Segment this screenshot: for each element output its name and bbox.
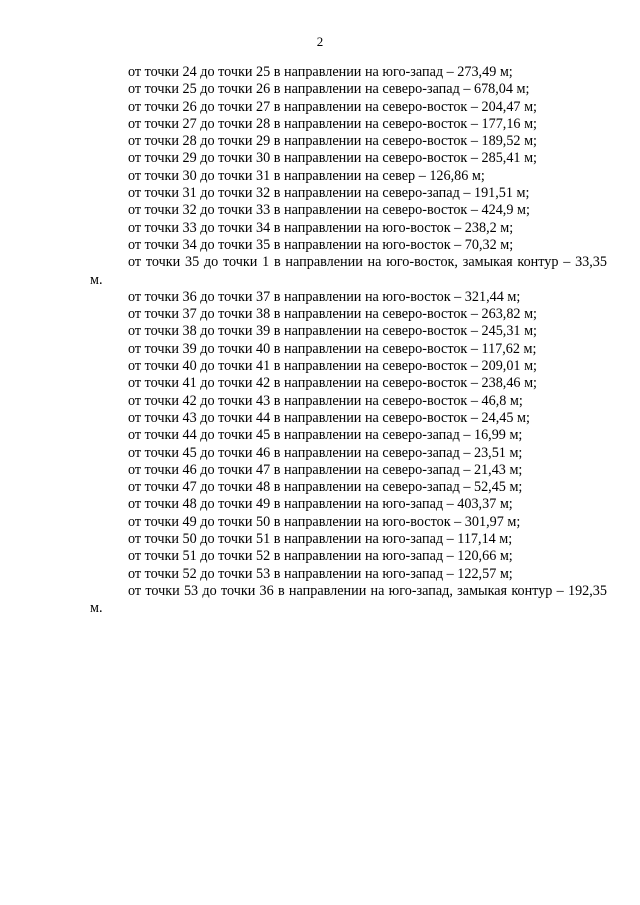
boundary-segment-line: от точки 47 до точки 48 в направлении на северо-запад – 52,45 м; <box>128 479 523 496</box>
boundary-segment-line: от точки 48 до точки 49 в направлении на юго-запад – 403,37 м; <box>128 496 513 513</box>
boundary-segment-line: от точки 36 до точки 37 в направлении на юго-восток – 321,44 м; <box>128 288 521 305</box>
boundary-segment-line: от точки 42 до точки 43 в направлении на северо-восток – 46,8 м; <box>128 392 523 409</box>
boundary-segment-line: от точки 33 до точки 34 в направлении на юго-восток – 238,2 м; <box>128 219 514 236</box>
boundary-segment-line: от точки 51 до точки 52 в направлении на юго-запад – 120,66 м; <box>128 548 513 565</box>
boundary-segment-line: от точки 24 до точки 25 в направлении на юго-запад – 273,49 м; <box>128 64 513 80</box>
boundary-segment-line: от точки 46 до точки 47 в направлении на северо-запад – 21,43 м; <box>128 461 523 478</box>
boundary-segment-line: от точки 25 до точки 26 в направлении на северо-запад – 678,04 м; <box>128 81 530 98</box>
boundary-segment-line: от точки 29 до точки 30 в направлении на северо-восток – 285,41 м; <box>128 150 537 167</box>
boundary-segment-line: от точки 37 до точки 38 в направлении на северо-восток – 263,82 м; <box>128 306 537 323</box>
boundary-segment-line: от точки 26 до точки 27 в направлении на северо-восток – 204,47 м; <box>128 98 537 115</box>
boundary-description <box>90 64 607 618</box>
boundary-segment-line: от точки 45 до точки 46 в направлении на северо-запад – 23,51 м; <box>128 444 523 461</box>
boundary-segment-line: от точки 49 до точки 50 в направлении на юго-восток – 301,97 м; <box>128 513 521 530</box>
closing-segment-paragraph: от точки 53 до точки 36 в направлении на юго-запад, замыкая контур – 192,35 м. <box>90 582 607 617</box>
boundary-segment-line: от точки 43 до точки 44 в направлении на северо-восток – 24,45 м; <box>128 409 530 426</box>
boundary-segment-line: от точки 50 до точки 51 в направлении на юго-запад – 117,14 м; <box>128 531 513 548</box>
boundary-segment-line: от точки 34 до точки 35 в направлении на юго-восток – 70,32 м; <box>128 236 514 253</box>
boundary-segment-line: от точки 41 до точки 42 в направлении на северо-восток – 238,46 м; <box>128 375 537 392</box>
boundary-segment-line: от точки 28 до точки 29 в направлении на северо-восток – 189,52 м; <box>128 133 537 150</box>
page-number: 2 <box>316 34 324 49</box>
boundary-segment-line: от точки 30 до точки 31 в направлении на север – 126,86 м; <box>128 167 485 184</box>
boundary-segment-line: от точки 27 до точки 28 в направлении на северо-восток – 177,16 м; <box>128 115 537 132</box>
boundary-segment-line: от точки 52 до точки 53 в направлении на юго-запад – 122,57 м; <box>128 565 513 582</box>
boundary-segment-line: от точки 38 до точки 39 в направлении на северо-восток – 245,31 м; <box>128 323 537 340</box>
boundary-list-contour-2 <box>90 289 607 583</box>
boundary-segment-line: от точки 32 до точки 33 в направлении на северо-восток – 424,9 м; <box>128 202 530 219</box>
boundary-segment-line: от точки 39 до точки 40 в направлении на северо-восток – 117,62 м; <box>128 340 537 357</box>
boundary-segment-line: от точки 40 до точки 41 в направлении на северо-восток – 209,01 м; <box>128 358 537 375</box>
closing-segment-paragraph: от точки 35 до точки 1 в направлении на юго-восток, замыкая контур – 33,35 м. <box>90 254 607 288</box>
boundary-list-contour-1 <box>90 64 607 254</box>
boundary-segment-line: от точки 31 до точки 32 в направлении на северо-запад – 191,51 м; <box>128 185 530 202</box>
boundary-segment-line: от точки 44 до точки 45 в направлении на северо-запад – 16,99 м; <box>128 427 523 444</box>
